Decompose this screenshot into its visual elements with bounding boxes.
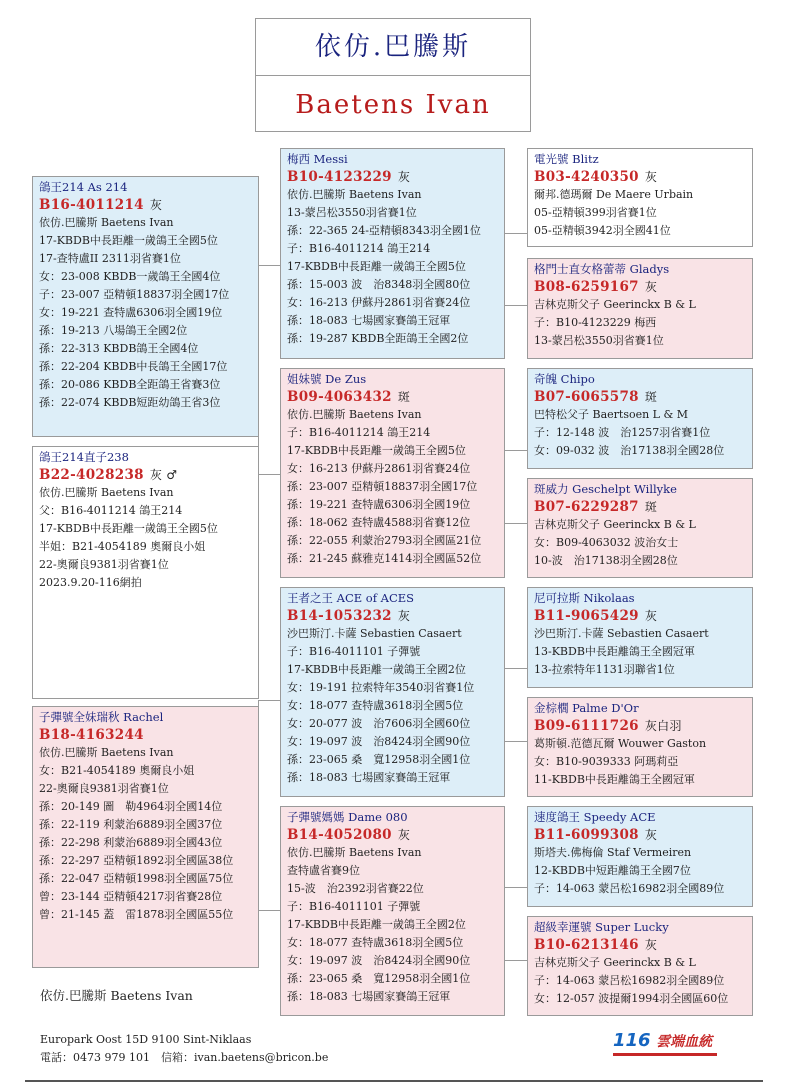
pedigree-card-ggdam-2 xyxy=(527,478,753,578)
achievement-line: 女：16-213 伊蘇丹2861羽省賽24位 xyxy=(287,296,471,309)
achievement-line: 子：B16-4011101 子彈號 xyxy=(287,645,421,658)
achievement-line: 2023.9.20-116網拍 xyxy=(39,576,142,589)
achievement-line: 13-KBDB中長距離鴿王全國冠軍 xyxy=(534,645,695,658)
achievement-line: 17-KBDB中長距離一歲鴿王全國5位 xyxy=(287,260,466,273)
achievement-line: 子：12-148 波 治1257羽省賽1位 xyxy=(534,426,711,439)
ring-number: B07-6065578 斑 xyxy=(534,389,658,405)
achievement-line: 女：19-097 波 治8424羽全國90位 xyxy=(287,954,471,967)
ring-number: B08-6259167 灰 xyxy=(534,279,658,295)
achievement-line: 依仿.巴騰斯 Baetens Ivan xyxy=(287,188,422,201)
achievement-line: 斯塔夫.佛梅倫 Staf Vermeiren xyxy=(534,846,692,859)
owner-address: Europark Oost 15D 9100 Sint-Niklaas xyxy=(40,1033,252,1046)
achievement-line: 子：B16-4011214 鴿王214 xyxy=(287,242,431,255)
pigeon-name: 子彈號全妹瑞秋 Rachel xyxy=(39,710,164,724)
brand-logo xyxy=(613,1030,712,1051)
achievement-line: 17-KBDB中長距離一歲鴿王全國5位 xyxy=(39,234,218,247)
ring-number: B11-6099308 灰 xyxy=(534,827,658,843)
pedigree-card-ggsire-4 xyxy=(527,806,753,907)
pigeon-name: 超級幸運號 Super Lucky xyxy=(534,920,669,934)
achievement-line: 17-KBDB中長距離一歲鴿王全國5位 xyxy=(287,444,466,457)
connector-line xyxy=(505,233,527,234)
pigeon-color: 灰 xyxy=(644,828,658,842)
achievement-line: 父：B16-4011214 鴿王214 xyxy=(39,504,183,517)
achievement-line: 女：20-077 波 治7606羽全國60位 xyxy=(287,717,471,730)
connector-line xyxy=(505,523,527,524)
achievement-line: 依仿.巴騰斯 Baetens Ivan xyxy=(39,486,174,499)
pigeon-color: 斑 xyxy=(644,500,658,514)
pigeon-color: 灰 xyxy=(397,828,411,842)
achievement-line: 女：12-057 波提爾1994羽全國區60位 xyxy=(534,992,729,1005)
pedigree-card-granddam-2 xyxy=(280,806,505,1016)
pigeon-name: 電光號 Blitz xyxy=(534,152,599,166)
connector-line xyxy=(505,741,527,742)
ring-number: B16-4011214 灰 xyxy=(39,197,163,213)
pedigree-card-ggdam-1 xyxy=(527,258,753,359)
owner-contact: 電話：0473 979 101 信箱：ivan.baetens@bricon.be xyxy=(40,1051,329,1064)
achievement-line: 孫：19-287 KBDB全距鴿王全國2位 xyxy=(287,332,469,345)
achievement-line: 孫：21-245 蘇雅克1414羽全國區52位 xyxy=(287,552,482,565)
achievement-line: 子：B10-4123229 梅西 xyxy=(534,316,657,329)
ring-number: B18-4163244 xyxy=(39,727,144,743)
pedigree-card-granddam-1 xyxy=(280,368,505,578)
connector-line xyxy=(505,887,527,888)
pigeon-color: 灰 xyxy=(644,938,658,952)
connector-line xyxy=(505,450,527,451)
achievement-line: 女：B09-4063032 波治女士 xyxy=(534,536,679,549)
ring-number: B11-9065429 灰 xyxy=(534,608,658,624)
achievement-line: 10-波 治17138羽全國28位 xyxy=(534,554,678,567)
connector-line xyxy=(505,960,527,961)
achievement-line: 孫：22-297 亞精頓1892羽全國區38位 xyxy=(39,854,234,867)
pigeon-name: 格門士直女格蕾蒂 Gladys xyxy=(534,262,670,276)
achievement-line: 孫：22-298 利蒙治6889羽全國43位 xyxy=(39,836,223,849)
pigeon-color: 灰 xyxy=(149,198,163,212)
pigeon-name: 王者之王 ACE of ACES xyxy=(287,591,415,605)
pigeon-color: 灰 xyxy=(644,280,658,294)
ring-number: B09-6111726 灰白羽 xyxy=(534,718,682,734)
achievement-line: 女：18-077 查特盧3618羽全國5位 xyxy=(287,936,464,949)
pedigree-card-ggdam-4 xyxy=(527,916,753,1016)
pigeon-name: 梅西 Messi xyxy=(287,152,348,166)
bottom-divider xyxy=(25,1080,763,1082)
achievement-line: 查特盧省賽9位 xyxy=(287,864,360,877)
pigeon-name: 金棕櫚 Palme D'Or xyxy=(534,701,639,715)
achievement-line: 孫：22-313 KBDB鴿王全國4位 xyxy=(39,342,199,355)
pedigree-card-grandsire-2 xyxy=(280,587,505,797)
achievement-line: 沙巴斯汀.卡薩 Sebastien Casaert xyxy=(287,627,462,640)
connector-line xyxy=(258,265,280,266)
ring-number: B03-4240350 灰 xyxy=(534,169,658,185)
achievement-line: 孫：20-149 圖 勒4964羽全國14位 xyxy=(39,800,223,813)
achievement-line: 孫：19-213 八場鴿王全國2位 xyxy=(39,324,188,337)
pigeon-color: 灰 xyxy=(644,170,658,184)
achievement-line: 05-亞精頓399羽省賽1位 xyxy=(534,206,657,219)
pigeon-name: 子彈號媽媽 Dame 080 xyxy=(287,810,408,824)
achievement-line: 孫：18-083 七場國家賽鴿王冠軍 xyxy=(287,314,451,327)
achievement-line: 孫：15-003 波 治8348羽全國80位 xyxy=(287,278,471,291)
achievement-line: 13-蒙呂松3550羽省賽1位 xyxy=(534,334,664,347)
achievement-line: 子：B16-4011101 子彈號 xyxy=(287,900,421,913)
achievement-line: 葛斯頓.范德瓦爾 Wouwer Gaston xyxy=(534,737,707,750)
owner-name-chinese: 依仿.巴騰斯 xyxy=(256,19,530,76)
pigeon-color: 灰白羽 xyxy=(644,719,682,733)
achievement-line: 孫：22-074 KBDB短距幼鴿王省3位 xyxy=(39,396,221,409)
achievement-line: 13-拉索特年1131羽聯省1位 xyxy=(534,663,675,676)
achievement-line: 孫：18-083 七場國家賽鴿王冠軍 xyxy=(287,771,451,784)
pedigree-card-dam xyxy=(32,706,259,968)
connector-line xyxy=(505,305,527,306)
pigeon-color: 灰 xyxy=(644,609,658,623)
achievement-line: 17-KBDB中長距離一歲鴿王全國2位 xyxy=(287,663,466,676)
achievement-line: 孫：23-007 亞精頓18837羽全國17位 xyxy=(287,480,478,493)
achievement-line: 依仿.巴騰斯 Baetens Ivan xyxy=(287,408,422,421)
achievement-line: 爾邦.德瑪爾 De Maere Urbain xyxy=(534,188,694,201)
achievement-line: 吉林克斯父子 Geerinckx B & L xyxy=(534,298,696,311)
achievement-line: 子：14-063 蒙呂松16982羽全國89位 xyxy=(534,974,725,987)
pedigree-card-ggsire-3 xyxy=(527,587,753,688)
owner-signature: 依仿.巴騰斯 Baetens Ivan xyxy=(40,988,193,1003)
achievement-line: 曾：21-145 蓋 雷1878羽全國區55位 xyxy=(39,908,234,921)
pigeon-color: 灰 xyxy=(397,609,411,623)
achievement-line: 17-KBDB中長距離一歲鴿王全國5位 xyxy=(39,522,218,535)
achievement-line: 22-奧爾良9381羽省賽1位 xyxy=(39,558,169,571)
pigeon-name: 鴿王214 As 214 xyxy=(39,180,128,194)
connector-line xyxy=(505,668,527,669)
achievement-line: 曾：23-144 亞精頓4217羽省賽28位 xyxy=(39,890,223,903)
achievement-line: 孫：18-083 七場國家賽鴿王冠軍 xyxy=(287,990,451,1003)
achievement-line: 17-KBDB中長距離一歲鴿王全國2位 xyxy=(287,918,466,931)
achievement-line: 孫：22-047 亞精頓1998羽全國區75位 xyxy=(39,872,234,885)
achievement-line: 孫：18-062 查特盧4588羽省賽12位 xyxy=(287,516,471,529)
pigeon-name: 速度鴿王 Speedy ACE xyxy=(534,810,656,824)
pigeon-color: 斑 xyxy=(397,390,411,404)
achievement-line: 沙巴斯汀.卡薩 Sebastien Casaert xyxy=(534,627,709,640)
achievement-line: 孫：22-119 利蒙治6889羽全國37位 xyxy=(39,818,223,831)
logo-text: 雲端血統 xyxy=(656,1034,713,1050)
pedigree-title xyxy=(255,18,531,132)
achievement-line: 女：19-191 拉索特年3540羽省賽1位 xyxy=(287,681,475,694)
pigeon-color: 灰 ♂ xyxy=(149,468,178,482)
achievement-line: 依仿.巴騰斯 Baetens Ivan xyxy=(39,216,174,229)
achievement-line: 女：B10-9039333 阿瑪莉亞 xyxy=(534,755,679,768)
achievement-line: 吉林克斯父子 Geerinckx B & L xyxy=(534,518,696,531)
achievement-line: 子：23-007 亞精頓18837羽全國17位 xyxy=(39,288,230,301)
achievement-line: 依仿.巴騰斯 Baetens Ivan xyxy=(39,746,174,759)
logo-underline xyxy=(613,1053,717,1056)
achievement-line: 子：14-063 蒙呂松16982羽全國89位 xyxy=(534,882,725,895)
achievement-line: 女：19-221 查特盧6306羽全國19位 xyxy=(39,306,223,319)
ring-number: B07-6229287 斑 xyxy=(534,499,658,515)
achievement-line: 22-奧爾良9381羽省賽1位 xyxy=(39,782,169,795)
achievement-line: 女：16-213 伊蘇丹2861羽省賽24位 xyxy=(287,462,471,475)
pedigree-card-ggdam-3 xyxy=(527,697,753,797)
achievement-line: 17-查特盧II 2311羽省賽1位 xyxy=(39,252,181,265)
connector-line xyxy=(258,910,280,911)
achievement-line: 女：23-008 KBDB一歲鴿王全國4位 xyxy=(39,270,221,283)
pigeon-name: 鴿王214直子238 xyxy=(39,450,129,464)
pedigree-card-sire xyxy=(32,176,259,437)
achievement-line: 半姐：B21-4054189 奧爾良小姐 xyxy=(39,540,206,553)
achievement-line: 孫：20-086 KBDB全距鴿王省賽3位 xyxy=(39,378,221,391)
achievement-line: 13-蒙呂松3550羽省賽1位 xyxy=(287,206,417,219)
pigeon-name: 斑威力 Geschelpt Willyke xyxy=(534,482,677,496)
ring-number: B14-1053232 灰 xyxy=(287,608,411,624)
pigeon-name: 奇魄 Chipo xyxy=(534,372,595,386)
ring-number: B09-4063432 斑 xyxy=(287,389,411,405)
connector-line xyxy=(258,474,280,475)
ring-number: B10-6213146 灰 xyxy=(534,937,658,953)
achievement-line: 孫：22-204 KBDB中長鴿王全國17位 xyxy=(39,360,228,373)
achievement-line: 孫：23-065 桑 寬12958羽全國1位 xyxy=(287,972,471,985)
achievement-line: 孫：19-221 查特盧6306羽全國19位 xyxy=(287,498,471,511)
achievement-line: 子：B16-4011214 鴿王214 xyxy=(287,426,431,439)
achievement-line: 吉林克斯父子 Geerinckx B & L xyxy=(534,956,696,969)
ring-number: B14-4052080 灰 xyxy=(287,827,411,843)
achievement-line: 孫：22-365 24-亞精頓8343羽全國1位 xyxy=(287,224,481,237)
pedigree-card-ggsire-1 xyxy=(527,148,753,247)
pigeon-color: 斑 xyxy=(644,390,658,404)
ring-number: B10-4123229 灰 xyxy=(287,169,411,185)
pedigree-card-ggsire-2 xyxy=(527,368,753,469)
achievement-line: 15-波 治2392羽省賽22位 xyxy=(287,882,424,895)
achievement-line: 11-KBDB中長距離鴿王全國冠軍 xyxy=(534,773,695,786)
pigeon-name: 姐妹號 De Zus xyxy=(287,372,367,386)
ring-number: B22-4028238 灰 ♂ xyxy=(39,467,178,483)
achievement-line: 女：09-032 波 治17138羽全國28位 xyxy=(534,444,725,457)
achievement-line: 依仿.巴騰斯 Baetens Ivan xyxy=(287,846,422,859)
pigeon-color: 灰 xyxy=(397,170,411,184)
achievement-line: 女：19-097 波 治8424羽全國90位 xyxy=(287,735,471,748)
pigeon-name: 尼可拉斯 Nikolaas xyxy=(534,591,635,605)
achievement-line: 孫：22-055 利蒙治2793羽全國區21位 xyxy=(287,534,482,547)
pedigree-card-grandsire-1 xyxy=(280,148,505,359)
connector-line xyxy=(258,700,280,701)
achievement-line: 12-KBDB中短距離鴿王全國7位 xyxy=(534,864,691,877)
achievement-line: 女：18-077 查特盧3618羽全國5位 xyxy=(287,699,464,712)
owner-name-english: Baetens Ivan xyxy=(295,90,491,120)
pedigree-card-subject xyxy=(32,446,259,699)
achievement-line: 05-亞精頓3942羽全國41位 xyxy=(534,224,671,237)
achievement-line: 巴特松父子 Baertsoen L & M xyxy=(534,408,689,421)
achievement-line: 女：B21-4054189 奧爾良小姐 xyxy=(39,764,195,777)
logo-number: 116 xyxy=(613,1030,651,1051)
achievement-line: 孫：23-065 桑 寬12958羽全國1位 xyxy=(287,753,471,766)
